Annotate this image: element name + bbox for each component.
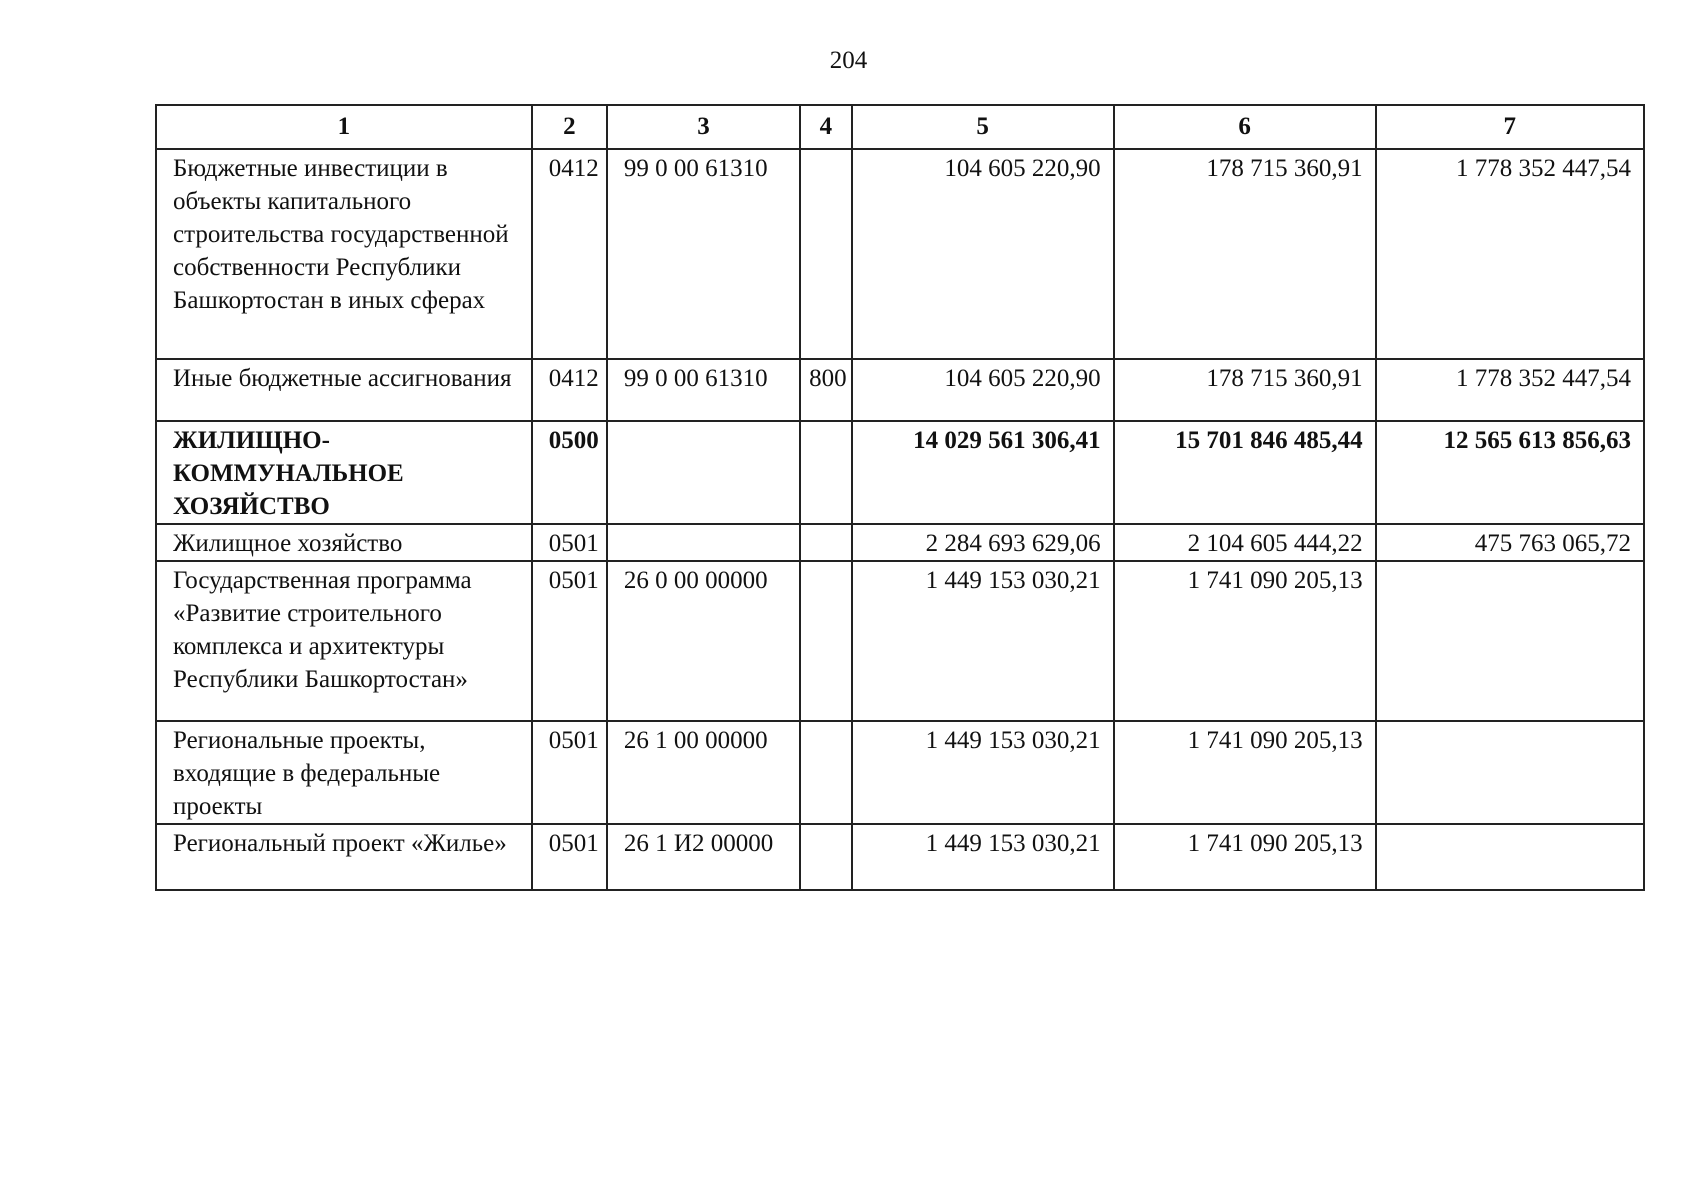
row-amount-col6: 1 741 090 205,13 — [1114, 824, 1376, 890]
row-target-code: 26 1 00 00000 — [607, 721, 800, 824]
row-amount-col5: 1 449 153 030,21 — [852, 721, 1114, 824]
row-name: ЖИЛИЩНО-КОММУНАЛЬНОЕ ХОЗЯЙСТВО — [156, 421, 532, 524]
row-target-code: 26 1 И2 00000 — [607, 824, 800, 890]
page-number: 204 — [829, 47, 868, 74]
table-row — [156, 524, 1644, 561]
row-target-code: 26 0 00 00000 — [607, 561, 800, 721]
table-header — [156, 105, 1644, 149]
row-target-code: 99 0 00 61310 — [607, 149, 800, 359]
row-name: Региональный проект «Жилье» — [156, 824, 532, 890]
row-name: Жилищное хозяйство — [156, 524, 532, 561]
header-col-1: 1 — [156, 105, 532, 149]
row-name: Государственная программа «Развитие строительного комплекса и архитектуры Республики Башкортостан» — [156, 561, 532, 721]
row-expense-type — [800, 524, 852, 561]
row-expense-type — [800, 421, 852, 524]
row-amount-col6: 15 701 846 485,44 — [1114, 421, 1376, 524]
row-amount-col7: 475 763 065,72 — [1376, 524, 1644, 561]
row-section-code: 0412 — [532, 149, 607, 359]
header-col-2: 2 — [532, 105, 607, 149]
table-row — [156, 359, 1644, 421]
row-section-code: 0500 — [532, 421, 607, 524]
header-col-4: 4 — [800, 105, 852, 149]
row-amount-col5: 104 605 220,90 — [852, 359, 1114, 421]
header-col-5: 5 — [852, 105, 1114, 149]
table-row — [156, 824, 1644, 890]
row-amount-col7 — [1376, 721, 1644, 824]
table-row — [156, 149, 1644, 359]
row-amount-col6: 1 741 090 205,13 — [1114, 561, 1376, 721]
row-expense-type — [800, 721, 852, 824]
row-section-code: 0501 — [532, 524, 607, 561]
row-amount-col7: 1 778 352 447,54 — [1376, 359, 1644, 421]
row-section-code: 0412 — [532, 359, 607, 421]
header-col-7: 7 — [1376, 105, 1644, 149]
header-col-6: 6 — [1114, 105, 1376, 149]
row-section-code: 0501 — [532, 721, 607, 824]
row-name: Бюджетные инвестиции в объекты капитального строительства государственной собственности Республики Башкортостан в иных сферах — [156, 149, 532, 359]
row-name: Региональные проекты, входящие в федеральные проекты — [156, 721, 532, 824]
row-section-code: 0501 — [532, 824, 607, 890]
row-target-code: 99 0 00 61310 — [607, 359, 800, 421]
row-amount-col7: 1 778 352 447,54 — [1376, 149, 1644, 359]
row-amount-col5: 14 029 561 306,41 — [852, 421, 1114, 524]
row-expense-type — [800, 561, 852, 721]
row-amount-col7 — [1376, 824, 1644, 890]
row-amount-col6: 1 741 090 205,13 — [1114, 721, 1376, 824]
budget-table — [155, 104, 1645, 891]
row-amount-col5: 1 449 153 030,21 — [852, 824, 1114, 890]
row-name: Иные бюджетные ассигнования — [156, 359, 532, 421]
header-row — [156, 105, 1644, 149]
table-body — [156, 149, 1644, 890]
row-amount-col5: 1 449 153 030,21 — [852, 561, 1114, 721]
table-row — [156, 421, 1644, 524]
row-section-code: 0501 — [532, 561, 607, 721]
row-amount-col6: 178 715 360,91 — [1114, 149, 1376, 359]
row-expense-type — [800, 149, 852, 359]
row-expense-type — [800, 824, 852, 890]
row-amount-col5: 2 284 693 629,06 — [852, 524, 1114, 561]
row-amount-col5: 104 605 220,90 — [852, 149, 1114, 359]
header-col-3: 3 — [607, 105, 800, 149]
row-target-code — [607, 524, 800, 561]
row-amount-col6: 178 715 360,91 — [1114, 359, 1376, 421]
row-target-code — [607, 421, 800, 524]
row-amount-col7: 12 565 613 856,63 — [1376, 421, 1644, 524]
table-row — [156, 561, 1644, 721]
row-amount-col7 — [1376, 561, 1644, 721]
row-amount-col6: 2 104 605 444,22 — [1114, 524, 1376, 561]
table-row — [156, 721, 1644, 824]
row-expense-type: 800 — [800, 359, 852, 421]
